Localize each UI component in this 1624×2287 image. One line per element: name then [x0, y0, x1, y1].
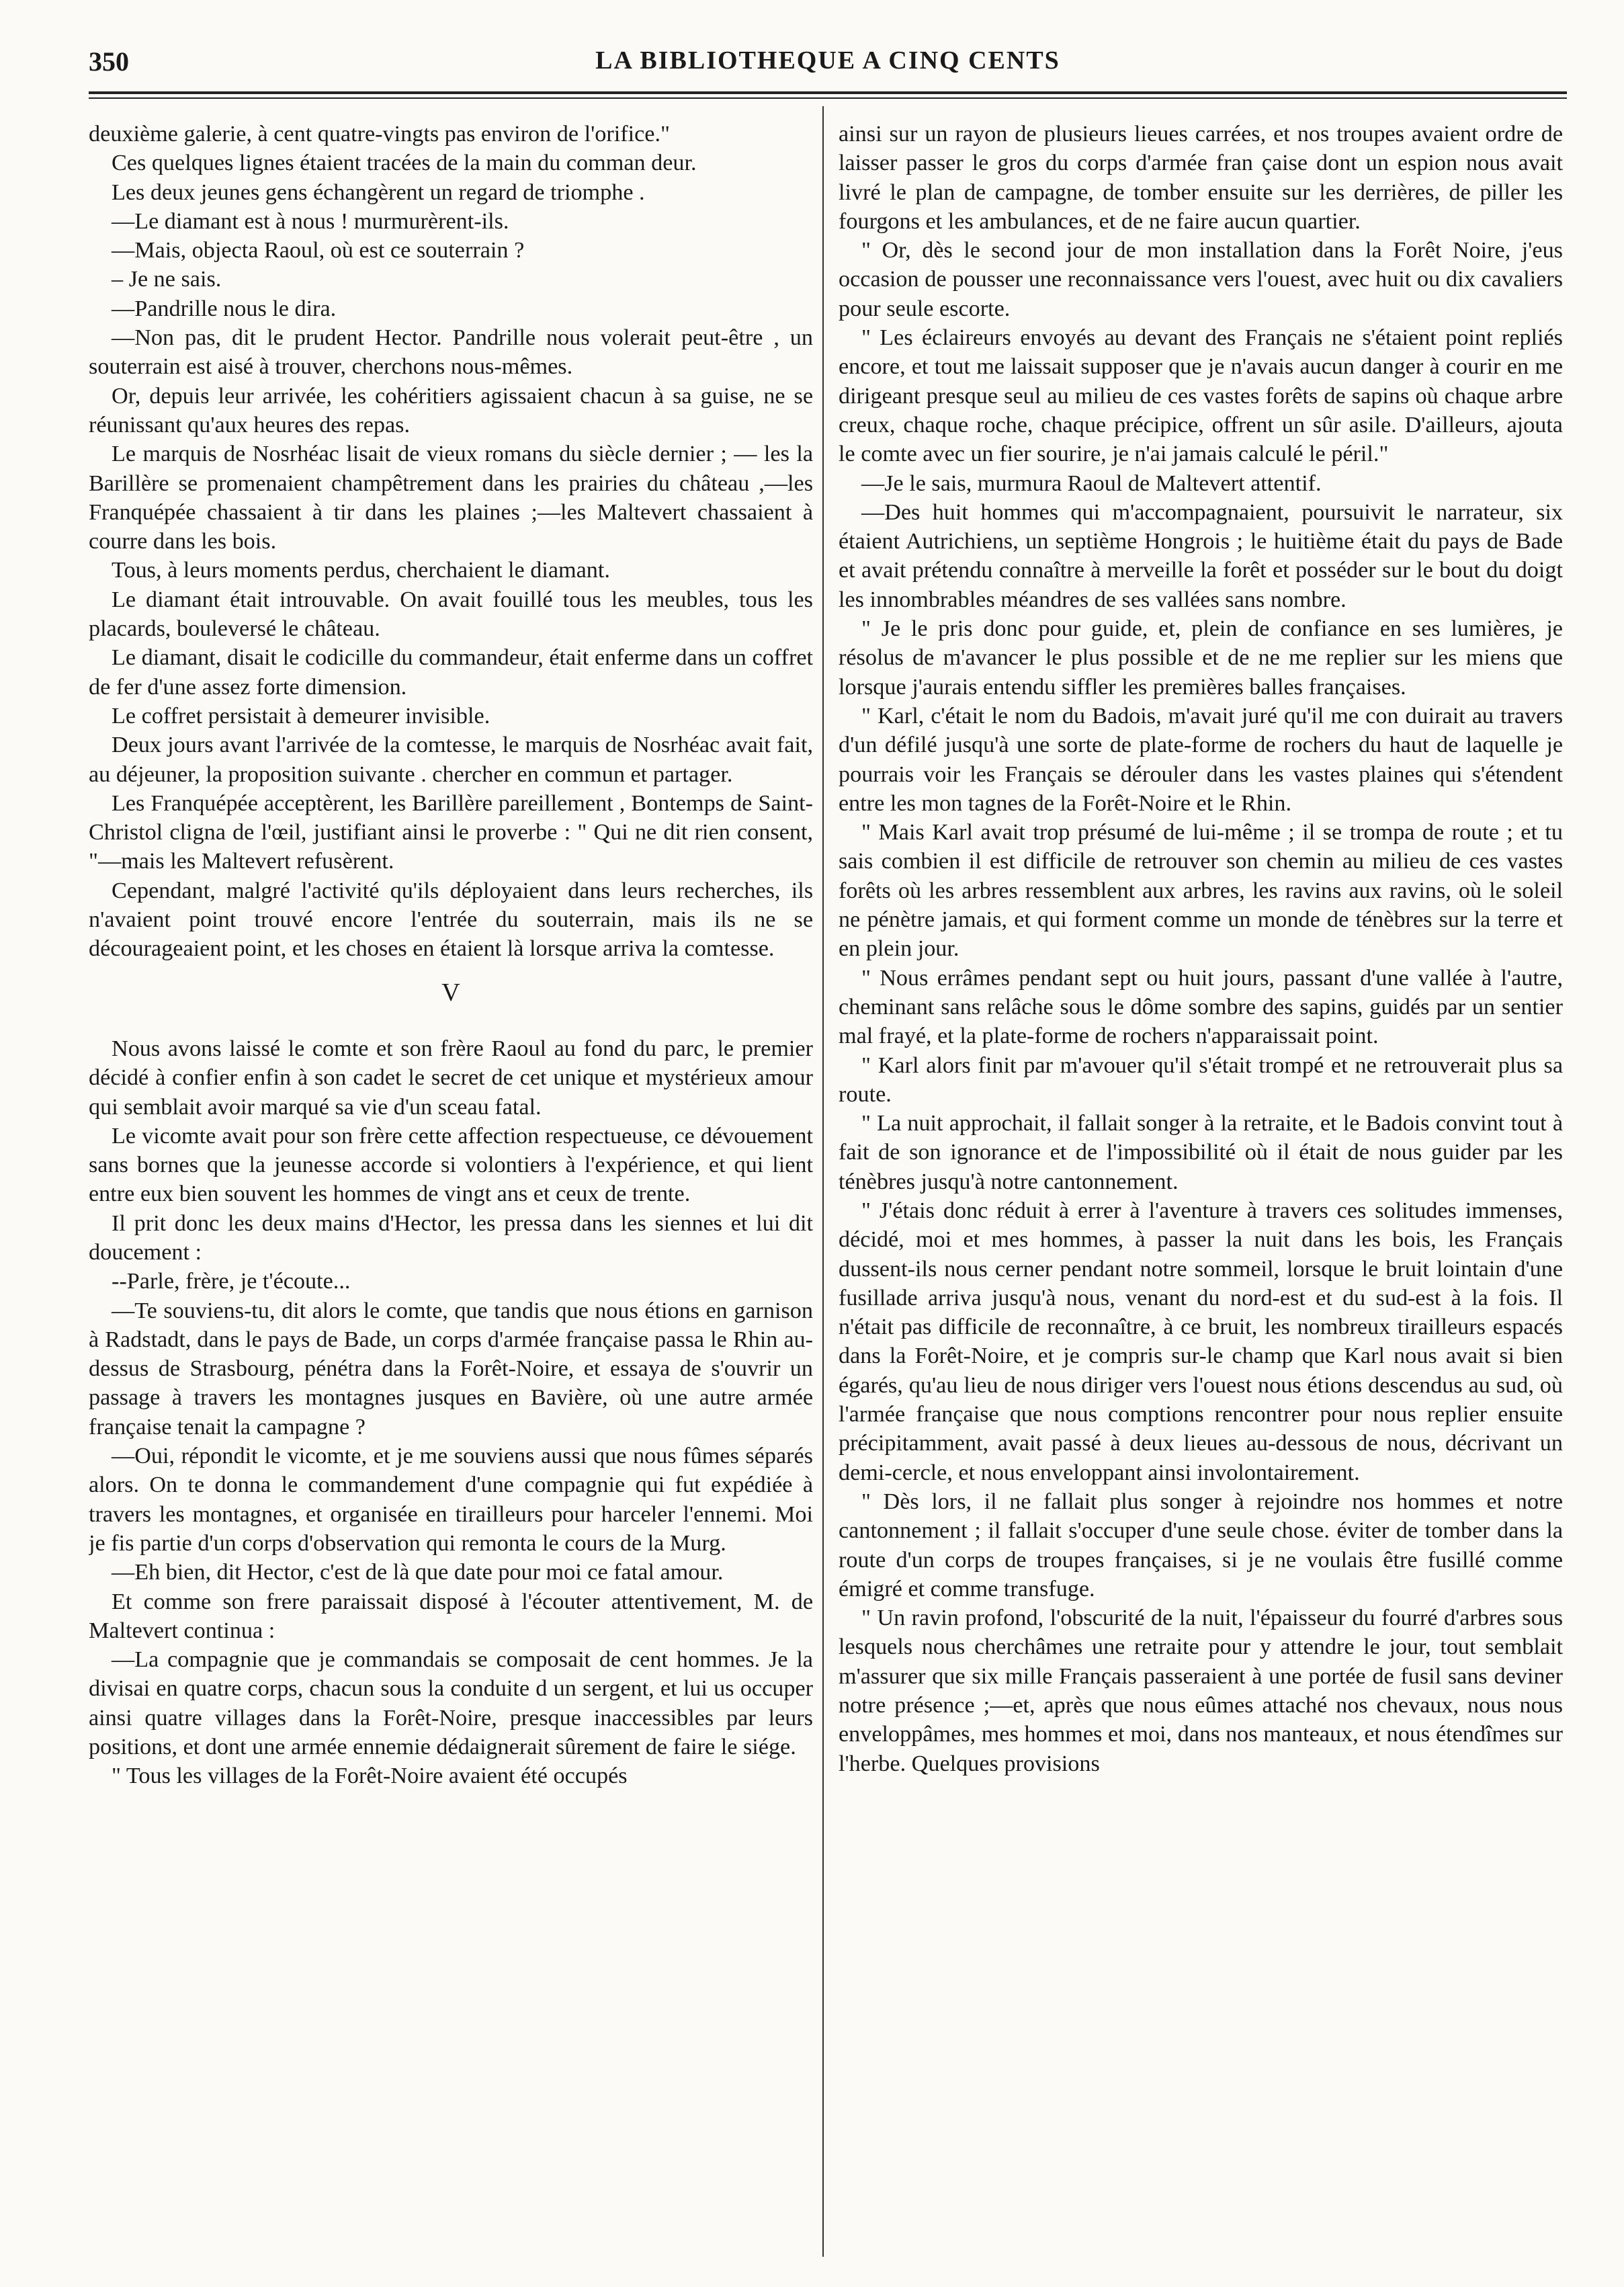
column-divider	[822, 106, 824, 2257]
paragraph: " Dès lors, il ne fallait plus songer à rejoindre nos hommes et notre cantonnement ; il fallait s'occuper d'une seule chose. éviter de tomber dans la route d'un corps de troupes françaises, si je ne voulais être fusillé comme émigré et comme transfuge.	[839, 1489, 1563, 1602]
paragraph: Or, depuis leur arrivée, les cohéritiers agissaient chacun à sa guise, ne se réunissant qu'aux heures des repas.	[89, 383, 813, 438]
paragraph: —Non pas, dit le prudent Hector. Pandrille nous volerait peut-être , un souterrain est aisé à trouver, cherchons nous-mêmes.	[89, 325, 813, 380]
paragraph: Le vicomte avait pour son frère cette affection respectueuse, ce dévouement sans bornes que la jeunesse accorde si volontiers à l'expérience, et qui lient entre eux bien souvent les hommes de vingt ans et ceux de trente.	[89, 1123, 813, 1207]
paragraph: Le coffret persistait à demeurer invisible.	[112, 703, 490, 729]
paragraph: —La compagnie que je commandais se composait de cent hommes. Je la divisai en quatre corps, chacun sous la conduite d un sergent, et lui us occuper ainsi quatre villages dans la Forêt-Noire, presque inaccessibles par leurs positions, et dont une armée ennemie dédaignerait sûrement de faire le siége.	[89, 1647, 813, 1760]
paragraph: —Le diamant est à nous ! murmurèrent-ils.	[112, 208, 509, 234]
paragraph: " Je le pris donc pour guide, et, plein de confiance en ses lumières, je résolus de m'avancer le plus possible et de ne me replier sur les miens que lorsque j'aurais entendu siffler les premières balles françaises.	[839, 616, 1563, 700]
paragraph: deuxième galerie, à cent quatre-vingts pas environ de l'orifice."	[89, 122, 670, 147]
page-number: 350	[89, 46, 129, 77]
paragraph: " Nous errâmes pendant sept ou huit jours, passant d'une vallée à l'autre, cheminant sans relâche sous le dôme sombre des sapins, guidés par un sentier mal frayé, et la plate-forme de rochers n'apparaissait point.	[839, 965, 1563, 1049]
page-header	[89, 42, 1567, 82]
paragraph: --Parle, frère, je t'écoute...	[112, 1269, 351, 1294]
paragraph: —Eh bien, dit Hector, c'est de là que date pour moi ce fatal amour.	[112, 1560, 724, 1585]
running-title: LA BIBLIOTHEQUE A CINQ CENTS	[595, 46, 1060, 75]
header-rule-thick	[89, 91, 1567, 94]
paragraph: " Un ravin profond, l'obscurité de la nuit, l'épaisseur du fourré d'arbres sous lesquels nous cherchâmes une retraite pour y attendre le jour, tout semblait m'assurer que six mille Français passeraient à une portée de fusil sans deviner notre présence ;—et, après que nous eûmes attaché nos chevaux, nous nous enveloppâmes, mes hommes et moi, dans nos manteaux, et nous étendîmes sur l'herbe. Quelques provisions	[839, 1606, 1563, 1776]
right-column	[839, 120, 1563, 2250]
paragraph: " La nuit approchait, il fallait songer à la retraite, et le Badois convint tout à fait de son ignorance et de l'impossibilité où il était de nous guider par les ténèbres jusqu'à notre cantonnement.	[839, 1111, 1563, 1194]
paragraph: Les deux jeunes gens échangèrent un regard de triomphe .	[112, 179, 645, 205]
paragraph: Cependant, malgré l'activité qu'ils déployaient dans leurs recherches, ils n'avaient point trouvé encore l'entrée du souterrain, mais ils ne se décourageaient point, et les choses en étaient là lorsque arriva la comtesse.	[89, 878, 813, 962]
paragraph: " Tous les villages de la Forêt-Noire avaient été occupés	[112, 1763, 628, 1789]
chapter-heading: V	[441, 978, 460, 1007]
paragraph: Deux jours avant l'arrivée de la comtesse, le marquis de Nosrhéac avait fait, au déjeuner, la proposition suivante . chercher en commun et partager.	[89, 733, 813, 787]
paragraph: —Des huit hommes qui m'accompagnaient, poursuivit le narrateur, six étaient Autrichiens, un septième Hongrois ; le huitième était du pays de Bade et avait prétendu connaître à merveille la forêt et posséder sur le bout du doigt les innombrables méandres de ses vallées sans nombre.	[839, 499, 1563, 612]
paragraph: Et comme son frere paraissait disposé à l'écouter attentivement, M. de Maltevert continua :	[89, 1589, 813, 1643]
paragraph: Le diamant était introuvable. On avait fouillé tous les meubles, tous les placards, bouleversé le château.	[89, 587, 813, 642]
paragraph: Tous, à leurs moments perdus, cherchaient le diamant.	[112, 558, 610, 583]
paragraph: " Karl alors finit par m'avouer qu'il s'était trompé et ne retrouverait plus sa route.	[839, 1052, 1563, 1107]
header-rule-thin	[89, 97, 1567, 99]
paragraph: ainsi sur un rayon de plusieurs lieues carrées, et nos troupes avaient ordre de laisser passer le gros du corps d'armée fran çaise dont un espion nous avait livré le plan de campagne, de tomber ensuite sur les derrières, de piller les fourgons et les ambulances, et de ne faire aucun quartier.	[839, 122, 1563, 234]
left-column	[89, 120, 813, 2250]
paragraph: " Les éclaireurs envoyés au devant des Français ne s'étaient point repliés encore, et tout me laissait supposer que je n'avais aucun danger à courir en me dirigeant presque seul au milieu de ces vastes forêts de sapins où chaque arbre creux, chaque roche, chaque précipice, offrent un sûr asile. D'ailleurs, ajouta le comte avec un fier sourire, je n'ai jamais calculé le péril."	[839, 325, 1563, 467]
paragraph: Ces quelques lignes étaient tracées de la main du comman deur.	[112, 151, 697, 176]
paragraph: Les Franquépée acceptèrent, les Barillère pareillement , Bontemps de Saint-Christol cligna de l'œil, justifiant ainsi le proverbe : " Qui ne dit rien consent, "—mais les Maltevert refusèrent.	[89, 790, 813, 874]
paragraph: " J'étais donc réduit à errer à l'aventure à travers ces solitudes immenses, décidé, moi et mes hommes, à passer la nuit dans les bois, les Français dussent-ils nous cerner pendant notre sommeil, lorsque le bruit lointain d'une fusillade arriva jusqu'à nous, venant du nord-est et du sud-est à la fois. Il n'était pas difficile de reconnaître, à ce bruit, les nombreux tirailleurs espacés dans la Forêt-Noire, et je compris sur-le champ que Karl nous avait si bien égarés, qu'au lieu de nous diriger vers l'ouest nous étions descendus au sud, où l'armée française que nous comptions rencontrer pour nous replier ensuite précipitamment, avait passé à deux lieues au-dessous de nous, décrivant un demi-cercle, et nous enveloppant ainsi involontairement.	[839, 1198, 1563, 1485]
paragraph: Il prit donc les deux mains d'Hector, les pressa dans les siennes et lui dit doucement :	[89, 1210, 813, 1265]
paragraph: —Pandrille nous le dira.	[112, 296, 337, 321]
paragraph: Le marquis de Nosrhéac lisait de vieux romans du siècle dernier ; — les la Barillère se promenaient champêtrement dans les prairies du château ,—les Franquépée chassaient à tir dans les plaines ;—les Maltevert chassaient à courre dans les bois.	[89, 442, 813, 554]
paragraph: Le diamant, disait le codicille du commandeur, était enferme dans un coffret de fer d'une assez forte dimension.	[89, 645, 813, 700]
paragraph: —Mais, objecta Raoul, où est ce souterrain ?	[112, 238, 525, 263]
paragraph: – Je ne sais.	[112, 267, 222, 292]
paragraph: —Te souviens-tu, dit alors le comte, que tandis que nous étions en garnison à Radstadt, dans le pays de Bade, un corps d'armée française passa le Rhin au-dessus de Strasbourg, pénétra dans la Forêt-Noire, et essaya de s'ouvrir un passage à travers les montagnes jusques en Bavière, où une autre armée française tenait la campagne ?	[89, 1298, 813, 1440]
paragraph: —Oui, répondit le vicomte, et je me souviens aussi que nous fûmes séparés alors. On te donna le commandement d'une compagnie qui fut expédiée à travers les montagnes, et organisée en tirailleurs pour harceler l'ennemi. Moi je fis partie d'un corps d'observation qui remonta le cours de la Murg.	[89, 1444, 813, 1556]
paragraph: " Or, dès le second jour de mon installation dans la Forêt Noire, j'eus occasion de pousser une reconnaissance vers l'ouest, avec huit ou dix cavaliers pour seule escorte.	[839, 238, 1563, 321]
paragraph: " Mais Karl avait trop présumé de lui-même ; il se trompa de route ; et tu sais combien il est difficile de retrouver son chemin au milieu de ces vastes forêts où les arbres ressemblent aux arbres, les ravins aux ravins, où le soleil ne pénètre jamais, et qui forment comme un monde de ténèbres sur la terre et en plein jour.	[839, 820, 1563, 962]
paragraph: —Je le sais, murmura Raoul de Maltevert attentif.	[861, 470, 1322, 496]
paragraph: " Karl, c'était le nom du Badois, m'avait juré qu'il me con duirait au travers d'un défilé jusqu'à une sorte de plate-forme de rochers du haut de laquelle je pourrais voir les Français se dérouler dans les vastes plaines qui s'étendent entre les mon tagnes de la Forêt-Noire et le Rhin.	[839, 703, 1563, 816]
paragraph: Nous avons laissé le comte et son frère Raoul au fond du parc, le premier décidé à confier enfin à son cadet le secret de cet unique et mystérieux amour qui semblait avoir marqué sa vie d'un sceau fatal.	[89, 1036, 813, 1120]
